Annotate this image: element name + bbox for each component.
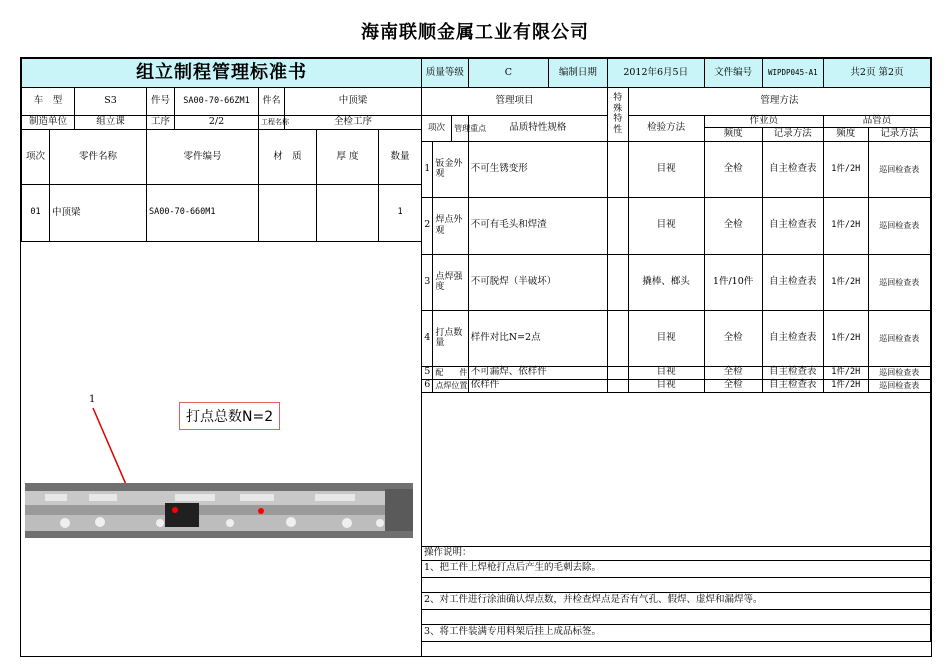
row-spec: 样件对比N=2点 [468,310,607,366]
header-no: 项次 [422,116,452,142]
process-label: 工序 [147,116,175,130]
row-op-freq: 全检 [704,141,762,197]
process-name: 全检工序 [285,116,422,130]
header-special: 特殊特性 [607,88,628,142]
header-mgmt-item: 管理项目 [422,88,608,116]
process: 2/2 [175,116,259,130]
instruction-step-3: 3、将工件装满专用料架后挂上成品标签。 [422,624,931,641]
header-inspect: 检验方法 [628,116,704,142]
row-qc-record: 巡回检查表 [868,379,930,392]
row-no: 5 [422,366,433,379]
header-qc: 品管员 [823,116,930,128]
part-no-label: 件号 [147,88,175,116]
part-photo [25,483,413,538]
row-qc-freq: 1件/2H [823,366,868,379]
row-qc-record: 巡回检查表 [868,197,930,254]
row-inspect: 目视 [628,141,704,197]
company-name: 海南联顺金属工业有限公司 [361,22,589,43]
row-qc-freq: 1件/2H [823,141,868,197]
row-qc-freq: 1件/2H [823,197,868,254]
row-qc-record: 巡回检查表 [868,366,930,379]
header-spec: 品质特性规格 [468,116,607,142]
blank-line [422,577,931,592]
control-sheet [20,57,932,657]
part-name-label: 件名 [259,88,285,116]
car-model-label: 车 型 [22,88,75,116]
compile-date: 2012年6月5日 [607,59,704,88]
row-special [607,141,628,197]
row-op-freq: 全检 [704,366,762,379]
row-spec: 不可脱焊（半破坏） [468,254,607,310]
row-op-freq: 全检 [704,310,762,366]
row-inspect: 目视 [628,197,704,254]
row-op-record: 自主检查表 [762,141,823,197]
table-row [422,197,931,254]
part-name: 中顶梁 [285,88,422,116]
row-qc-record: 巡回检查表 [868,310,930,366]
part-row-no: 01 [22,185,50,242]
header-op-record: 记录方法 [762,127,823,141]
row-special [607,197,628,254]
row-focus: 点焊位置 [433,379,468,392]
table-row [422,310,931,366]
marker-arrow [21,58,421,656]
row-op-record: 自主检查表 [762,310,823,366]
instruction-step-1: 1、把工件上焊枪打点后产生的毛刺去除。 [422,560,931,577]
part-no: SA00-70-66ZM1 [175,88,259,116]
row-no: 1 [422,141,433,197]
header-op-freq: 频度 [704,127,762,141]
row-no: 2 [422,197,433,254]
row-op-freq: 全检 [704,197,762,254]
parts-header-material: 材 质 [259,130,317,185]
row-inspect: 目视 [628,379,704,392]
row-inspect: 目视 [628,310,704,366]
management-table [421,58,931,642]
compile-date-label: 编制日期 [548,59,607,87]
weld-point [258,508,264,514]
row-focus: 打点数量 [433,310,468,366]
row-qc-record: 巡回检查表 [868,254,930,310]
row-special [607,366,628,379]
row-focus: 钣金外观 [433,141,468,197]
row-spec: 不可有毛头和焊渣 [468,197,607,254]
doc-title: 组立制程管理标准书 [22,59,422,88]
part-row-code: SA00-70-660M1 [147,185,259,242]
parts-header-code: 零件编号 [147,130,259,185]
row-op-record: 自主检查表 [762,197,823,254]
mfg-unit: 组立课 [75,116,147,130]
blank-line [422,609,931,624]
table-row [422,254,931,310]
weld-point [172,507,178,513]
row-focus: 焊点外观 [433,197,468,254]
parts-header-name: 零件名称 [50,130,147,185]
row-qc-freq: 1件/2H [823,254,868,310]
row-focus: 配 件 [433,366,468,379]
header-focus: 管理重点 [452,116,469,142]
instructions-label: 操作说明： [422,546,931,560]
file-no: WIPDP045-A1 [762,59,823,88]
table-row [422,379,931,392]
header-mgmt-method: 管理方法 [628,88,930,116]
row-special [607,310,628,366]
row-op-record: 自主检查表 [762,254,823,310]
row-special [607,379,628,392]
mfg-unit-label: 制造单位 [22,116,75,130]
car-model: S3 [75,88,147,116]
row-inspect: 撬棒、榔头 [628,254,704,310]
row-special [607,254,628,310]
process-name-label: 工程名称 [259,116,285,130]
header-qc-record: 记录方法 [868,127,930,141]
row-op-record: 自主检查表 [762,366,823,379]
row-no: 4 [422,310,433,366]
header-operator: 作业员 [704,116,823,128]
parts-header-no: 项次 [22,130,50,185]
row-no: 3 [422,254,433,310]
file-no-label: 文件编号 [704,59,762,88]
blank-area [422,392,931,546]
page-count: 共2页 第2页 [823,59,930,88]
quality-grade: C [504,66,512,78]
parts-header-qty: 数量 [379,130,422,185]
row-inspect: 目视 [628,366,704,379]
row-qc-freq: 1件/2H [823,379,868,392]
row-no: 6 [422,379,433,392]
table-row [422,366,931,379]
row-op-freq: 1件/10件 [704,254,762,310]
row-op-freq: 全检 [704,379,762,392]
part-row-qty: 1 [379,185,422,242]
marker-label: 1 [89,394,96,405]
header-qc-freq: 频度 [823,127,868,141]
instruction-step-2: 2、对工件进行涂油确认焊点数，并检查焊点是否有气孔、假焊、虚焊和漏焊等。 [422,592,931,609]
row-spec: 依样件 [468,379,607,392]
weld-count-callout: 打点总数N=2 [179,402,280,430]
parts-header-thickness: 厚 度 [317,130,379,185]
part-row-name: 中顶梁 [50,185,147,242]
row-qc-freq: 1件/2H [823,310,868,366]
row-op-record: 自主检查表 [762,379,823,392]
row-focus: 点焊强度 [433,254,468,310]
row-qc-record: 巡回检查表 [868,141,930,197]
row-spec: 不可生锈变形 [468,141,607,197]
row-spec: 不可漏焊、依样件 [468,366,607,379]
table-row [422,141,931,197]
quality-grade-label: 质量等级 [422,59,469,88]
